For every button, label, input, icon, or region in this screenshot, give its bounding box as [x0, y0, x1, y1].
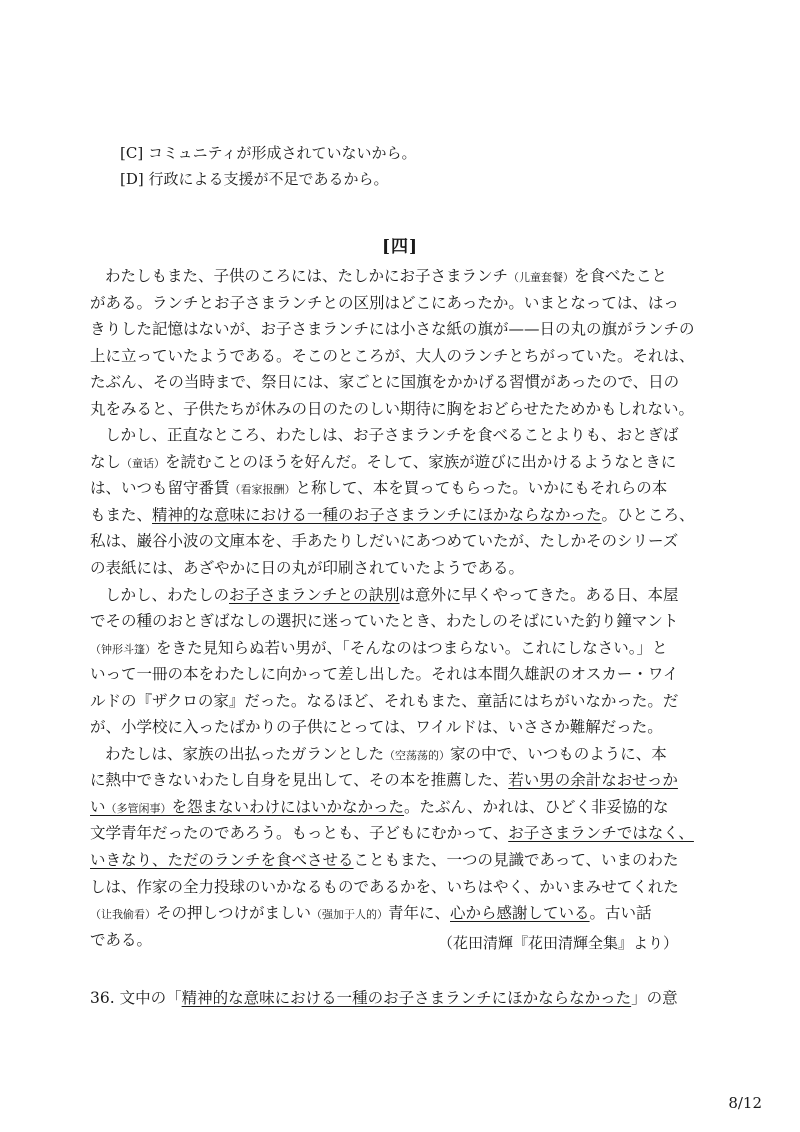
text: しかし、わたしの — [105, 585, 230, 604]
passage-line: 丸をみると、子供たちが休みの日のたのしい期待に胸をおどらせたためかもしれない。 — [90, 399, 695, 418]
text: は意外に早くやってきた。ある日、本屋 — [399, 585, 679, 604]
passage-line — [90, 741, 710, 768]
passage-line — [90, 847, 710, 874]
text: その押しつけがましい — [156, 904, 312, 923]
option-d-text: 行政による支援が不足であるから。 — [148, 170, 389, 188]
underlined-phrase: 精神的な意味における一種のお子さまランチにほかならなかった — [152, 505, 602, 524]
text: わたしもまた、子供のころには、たしかにお子さまランチ — [105, 267, 509, 285]
underlined-phrase: を怨まないわけにはいかなかった — [171, 797, 405, 816]
option-c-text: コミュニティが形成されていないから。 — [147, 144, 417, 162]
underlined-phrase: お子さまランチではなく、 — [508, 824, 694, 843]
passage-line: の表紙には、あざやかに日の丸が印刷されていたようである。 — [90, 559, 525, 578]
chinese-gloss: （强加于人的） — [311, 908, 389, 922]
passage-line — [90, 767, 710, 794]
text: 。古い話 — [589, 904, 652, 923]
section-title: [四] — [381, 237, 419, 257]
chinese-gloss: （儿童套餐） — [508, 271, 575, 284]
passage-line — [90, 820, 710, 847]
passage-line: ルドの『ザクロの家』だった。なるほど、それもまた、童話にはちがいなかった。だ — [90, 691, 679, 710]
passage-line — [90, 502, 710, 529]
text: なし — [90, 452, 122, 471]
text: 」の意 — [631, 989, 678, 1007]
text: 文学青年だったのであろう。もっとも、子どもにむかって、 — [90, 824, 509, 843]
text: を読むことのほうを好んだ。そして、家族が遊びに出かけるようなときに — [165, 452, 677, 471]
question-36 — [90, 985, 678, 1011]
chinese-gloss: （多管闲事） — [105, 801, 172, 815]
question-number: 36. — [90, 989, 115, 1007]
text: 家の中で、いつものように、本 — [450, 744, 667, 763]
passage-line: 私は、巌谷小波の文庫本を、手あたりしだいにあつめていたが、たしかそのシリーズ — [90, 532, 679, 551]
passage-line: いって一冊の本をわたしに向かって差し出した。それは本間久雄訳のオスカー・ワイ — [90, 665, 679, 684]
passage-line: しかし、正直なところ、わたしは、お子さまランチを食べることよりも、おとぎば — [105, 426, 679, 445]
option-d — [120, 167, 389, 191]
text: をきた見知らぬ若い男が、「そんなのはつまらない。これにしなさい。」と — [156, 638, 668, 657]
passage-line: きりした記憶はないが、お子さまランチには小さな紙の旗が——日の丸の旗がランチの — [90, 320, 695, 339]
text: 。たぶん、かれは、ひどく非妥協的な — [404, 797, 669, 816]
passage-line — [90, 263, 710, 290]
text: は、いつも留守番賃 — [90, 479, 230, 498]
passage-line — [90, 794, 710, 821]
passage-line: しは、作家の全力投球のいかなるものであるかを、いちはやく、かいまみせてくれた — [90, 877, 679, 896]
passage-line: たぶん、その当時まで、祭日には、家ごとに国旗をかかげる習慣があったので、日の — [90, 373, 680, 392]
underlined-phrase: 精神的な意味における一種のお子さまランチにほかならなかった — [181, 989, 632, 1007]
text: と称して、本を買ってもらった。いかにもそれらの本 — [295, 479, 668, 498]
text: わたしは、家族の出払ったガランとした — [105, 744, 385, 763]
text: 文中の「 — [119, 989, 182, 1007]
passage-line — [90, 582, 710, 609]
chinese-gloss: （童话） — [121, 456, 166, 470]
chinese-gloss: （钟形斗篷） — [90, 642, 156, 656]
underlined-phrase: い — [90, 797, 106, 816]
chinese-gloss: （看家报酬） — [229, 483, 296, 497]
passage-line: がある。ランチとお子さまランチとの区別はどこにあったか。いまとなっては、はっ — [90, 293, 679, 312]
passage-line: が、小学校に入ったばかりの子供にとっては、ワイルドは、いささか難解だった。 — [90, 718, 663, 737]
option-c — [120, 141, 416, 165]
text: 青年に、 — [388, 904, 451, 923]
chinese-gloss: （让我偷看） — [90, 908, 156, 922]
passage-line — [90, 900, 710, 927]
option-d-label: [D] — [120, 170, 144, 188]
reading-passage — [90, 263, 710, 953]
text: 。ひところ、 — [601, 505, 695, 524]
passage-line — [90, 475, 710, 502]
underlined-phrase: お子さまランチとの訣別 — [229, 585, 400, 604]
passage-line — [90, 449, 710, 476]
text: もまた、 — [90, 505, 153, 524]
text: こともまた、一つの見識であって、いまのわた — [353, 851, 679, 870]
underlined-phrase: 心から感謝している — [450, 904, 590, 923]
text: を食べたこと — [574, 267, 668, 285]
underlined-phrase: 若い男の余計なおせっか — [508, 771, 678, 790]
text: に熱中できないわたし自身を見出して、その本を推薦した、 — [90, 771, 509, 790]
option-c-label: [C] — [120, 144, 144, 162]
passage-line: である。 — [90, 930, 153, 949]
underlined-phrase: いきなり、ただのランチを食べさせる — [90, 851, 354, 870]
passage-line: でその種のおとぎばなしの選択に迷っていたとき、わたしのそばにいた釣り鐘マント — [90, 612, 679, 631]
chinese-gloss: （空荡荡的） — [384, 748, 451, 762]
passage-line — [90, 635, 710, 662]
source-citation: （花田清輝『花田清輝全集』より） — [437, 934, 678, 952]
page-number: 8/12 — [728, 1094, 762, 1112]
passage-line: 上に立っていたようである。そこのところが、大人のランチとちがっていた。それは、 — [90, 346, 695, 365]
